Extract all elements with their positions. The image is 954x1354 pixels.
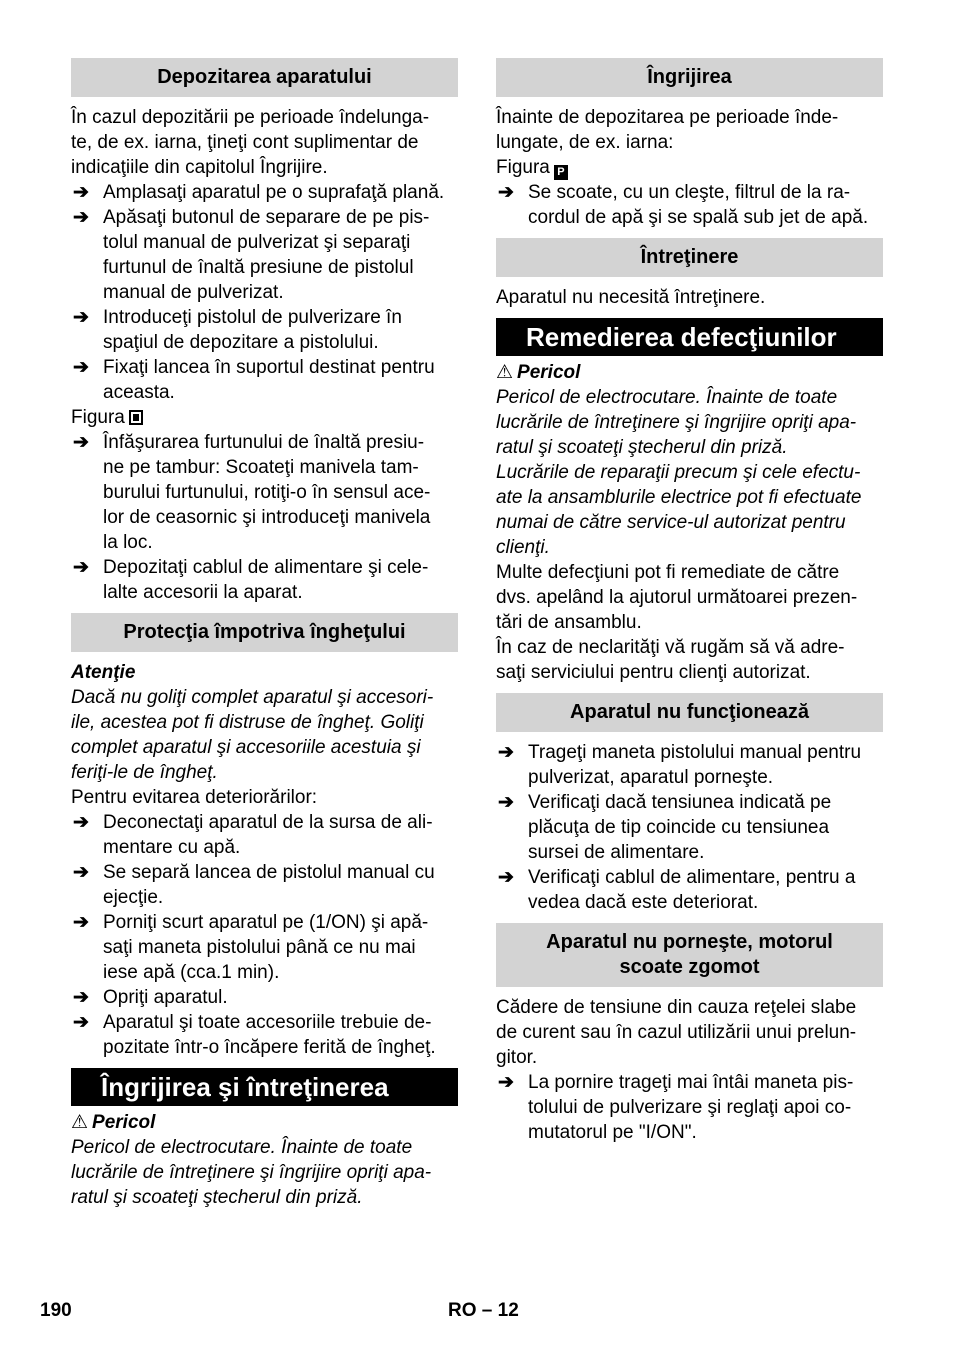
section-heading-not-working: Aparatul nu funcţionează xyxy=(496,693,883,732)
section-heading-care: Îngrijirea xyxy=(496,58,883,97)
frost-bullet: ➔ Aparatul şi toate accesoriile trebuie de- pozitate într-o încăpere ferită de îngheţ. xyxy=(73,1012,436,1058)
danger-label: ⚠ Pericol xyxy=(496,362,581,383)
frost-bullet: ➔ Porniţi scurt aparatul pe (1/ON) şi apă- saţi maneta pistolului până ce nu mai iese apă (cca.1 min). xyxy=(73,912,429,983)
not-working-bullet: ➔ Verificaţi dacă tensiunea indicată pe plăcuţa de tip coincide cu tensiunea sursei de alimentare. xyxy=(498,792,832,863)
storage-bullet: ➔ Depozitaţi cablul de alimentare şi cele- lalte accesorii la aparat. xyxy=(73,557,429,603)
arrow-right-icon: ➔ xyxy=(73,307,89,328)
arrow-right-icon: ➔ xyxy=(73,862,89,883)
not-working-bullet: ➔ Trageţi maneta pistolului manual pentru pulverizat, aparatul porneşte. xyxy=(498,742,862,788)
figure-reference: Figura P xyxy=(496,155,883,180)
arrow-right-icon: ➔ xyxy=(73,987,89,1008)
figure-p-icon: P xyxy=(554,165,568,180)
frost-bullet: ➔ Deconectaţi aparatul de la sursa de ali- mentare cu apă. xyxy=(73,812,433,858)
right-column xyxy=(496,58,883,1145)
section-heading-storage: Depozitarea aparatului xyxy=(71,58,458,97)
section-heading-frost: Protecţia împotriva îngheţului xyxy=(71,613,458,652)
figure-icon xyxy=(129,410,143,425)
frost-bullet: ➔ Opriţi aparatul. xyxy=(73,987,228,1008)
arrow-right-icon: ➔ xyxy=(73,357,89,378)
noise-text: Cădere de tensiune din cauza reţelei slabe de curent sau în cazul utilizării unui prelun- gitor. xyxy=(496,997,857,1068)
storage-intro: În cazul depozitării pe perioade îndelunga- te, de ex. iarna, ţineţi cont suplimentar de indicaţiile din capitolul Îngrijire. xyxy=(71,107,430,178)
maintenance-text: Aparatul nu necesită întreţinere. xyxy=(496,287,766,308)
not-working-bullet: ➔ Verificaţi cablul de alimentare, pentru a vedea dacă este deteriorat. xyxy=(498,867,856,913)
danger-text: Pericol de electrocutare. Înainte de toate lucrările de întreţinere şi îngrijire opriţi apa- ratul şi scoateţi ştecherul din priză. xyxy=(71,1137,432,1208)
arrow-right-icon: ➔ xyxy=(73,432,89,453)
arrow-right-icon: ➔ xyxy=(498,182,514,203)
arrow-right-icon: ➔ xyxy=(73,182,89,203)
chapter-heading-troubleshooting: Remedierea defecţiunilor xyxy=(496,318,883,356)
noise-bullet: ➔ La pornire trageţi mai întâi maneta pis- tolului de pulverizare şi reglaţi apoi co- mutatorul pe "I/ON". xyxy=(498,1072,854,1143)
warning-triangle-icon: ⚠ xyxy=(496,362,514,383)
arrow-right-icon: ➔ xyxy=(498,792,514,813)
warning-triangle-icon: ⚠ xyxy=(71,1112,89,1133)
storage-bullet: ➔ Amplasaţi aparatul pe o suprafaţă plană. xyxy=(73,182,445,203)
arrow-right-icon: ➔ xyxy=(498,867,514,888)
arrow-right-icon: ➔ xyxy=(498,742,514,763)
frost-intro: Pentru evitarea deteriorărilor: xyxy=(71,787,318,808)
frost-bullet: ➔ Se separă lancea de pistolul manual cu ejecţie. xyxy=(73,862,435,908)
danger-text: Pericol de electrocutare. Înainte de toate lucrările de întreţinere şi îngrijire opriţi apa- ratul şi scoateţi ştecherul din priză. Lucrările de reparaţii precum şi cele efectu- ate la ansamblurile electrice pot fi efectuate numai de către service-ul autorizat pentru clienţi. xyxy=(496,387,862,558)
danger-label: ⚠ Pericol xyxy=(71,1112,156,1133)
storage-bullet: ➔ Introduceţi pistolul de pulverizare în spaţiul de depozitare a pistolului. xyxy=(73,307,402,353)
troubleshoot-text: Multe defecţiuni pot fi remediate de către dvs. apelând la ajutorul următoarei prezen- tări de ansamblu. xyxy=(496,562,858,633)
section-heading-noise: Aparatul nu porneşte, motorul scoate zgomot xyxy=(496,923,883,987)
care-intro: Înainte de depozitarea pe perioade înde- lungate, de ex. iarna: xyxy=(496,107,839,153)
storage-bullet: ➔ Apăsaţi butonul de separare de pe pis- tolul manual de pulverizat şi separaţi furtunul de înaltă presiune de pistolul manual de pulverizat. xyxy=(73,207,430,303)
arrow-right-icon: ➔ xyxy=(73,812,89,833)
language-page-label: RO – 12 xyxy=(448,1300,519,1321)
warning-text: Dacă nu goliţi complet aparatul şi accesori- ile, acestea pot fi distruse de îngheţ. Goliţi complet aparatul şi accesoriile acestuia şi feriţi-le de îngheţ. xyxy=(71,687,434,783)
arrow-right-icon: ➔ xyxy=(73,207,89,228)
storage-bullet: ➔ Fixaţi lancea în suportul destinat pentru aceasta. xyxy=(73,357,435,403)
figure-reference: Figura xyxy=(71,405,458,430)
arrow-right-icon: ➔ xyxy=(498,1072,514,1093)
troubleshoot-text: În caz de neclarităţi vă rugăm să vă adre- saţi serviciului pentru clienţi autorizat. xyxy=(496,637,845,683)
warning-label: Atenţie xyxy=(71,662,136,683)
section-heading-maintenance: Întreţinere xyxy=(496,238,883,277)
storage-bullet: ➔ Înfăşurarea furtunului de înaltă presiu- ne pe tambur: Scoateţi manivela tam- burului furtunului, rotiţi-o în sensul ace- lor de ceasornic şi introduceţi manivela la loc. xyxy=(73,432,431,553)
arrow-right-icon: ➔ xyxy=(73,912,89,933)
arrow-right-icon: ➔ xyxy=(73,1012,89,1033)
care-bullet: ➔ Se scoate, cu un cleşte, filtrul de la ra- cordul de apă şi se spală sub jet de apă. xyxy=(498,182,869,228)
page-number: 190 xyxy=(40,1300,72,1321)
chapter-heading-care-maintenance: Îngrijirea şi întreţinerea xyxy=(71,1068,458,1106)
left-column xyxy=(71,58,458,1210)
arrow-right-icon: ➔ xyxy=(73,557,89,578)
